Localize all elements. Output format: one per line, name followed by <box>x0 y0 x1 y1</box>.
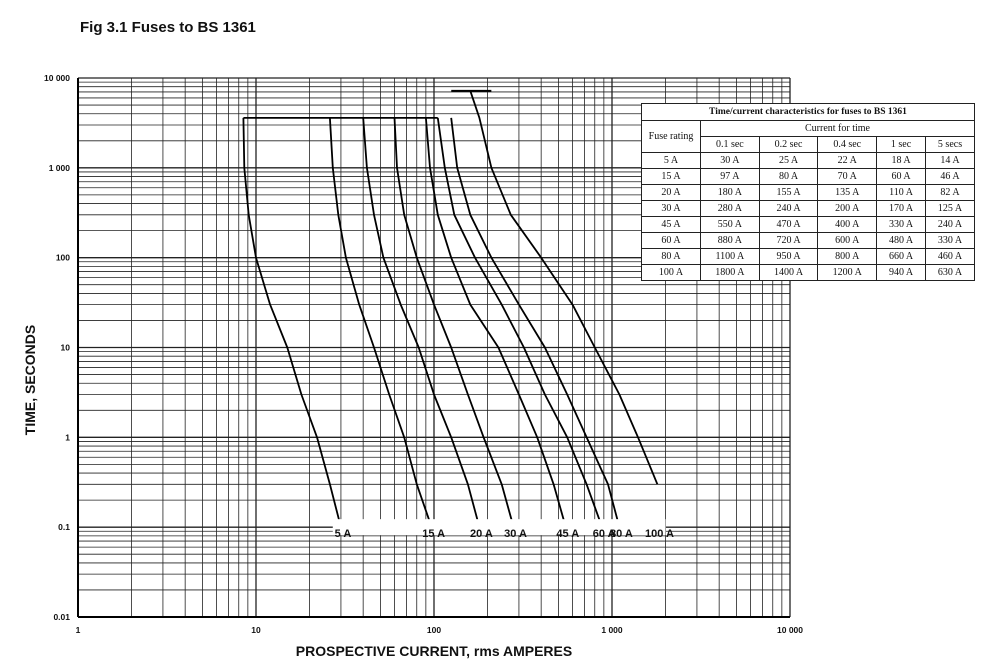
x-tick-label: 1 000 <box>601 625 623 635</box>
current-value-cell: 200 A <box>818 201 877 217</box>
current-value-cell: 125 A <box>926 201 975 217</box>
current-value-cell: 60 A <box>877 169 926 185</box>
curve-label: 60 A <box>592 528 616 541</box>
current-value-cell: 660 A <box>877 249 926 265</box>
characteristics-table <box>641 103 975 281</box>
current-value-cell: 80 A <box>759 169 818 185</box>
time-header: 0.1 sec <box>701 137 760 153</box>
current-value-cell: 460 A <box>926 249 975 265</box>
table-row <box>642 217 975 233</box>
fuse-curve <box>438 118 602 527</box>
current-value-cell: 600 A <box>818 233 877 249</box>
y-tick-label: 100 <box>55 252 70 263</box>
curve-label: 80 A <box>609 528 633 541</box>
current-value-cell: 155 A <box>759 185 818 201</box>
fuse-rating-cell: 100 A <box>642 265 701 281</box>
current-value-cell: 480 A <box>877 233 926 249</box>
current-value-cell: 720 A <box>759 233 818 249</box>
current-value-cell: 330 A <box>926 233 975 249</box>
current-value-cell: 280 A <box>701 201 760 217</box>
fuse-rating-cell: 20 A <box>642 185 701 201</box>
current-value-cell: 630 A <box>926 265 975 281</box>
current-value-cell: 550 A <box>701 217 760 233</box>
curve-label: 5 A <box>334 528 352 541</box>
fuse-curve <box>451 118 619 527</box>
table-row <box>642 153 975 169</box>
current-value-cell: 70 A <box>818 169 877 185</box>
current-value-cell: 880 A <box>701 233 760 249</box>
fuse-curve <box>470 91 657 485</box>
fuse-rating-header: Fuse rating <box>642 121 701 153</box>
fuse-rating-cell: 45 A <box>642 217 701 233</box>
current-value-cell: 22 A <box>818 153 877 169</box>
y-tick-label: 1 <box>65 432 70 443</box>
current-value-cell: 30 A <box>701 153 760 169</box>
y-tick-label: 10 000 <box>44 73 70 83</box>
fuse-characteristics-table <box>641 103 975 281</box>
current-value-cell: 14 A <box>926 153 975 169</box>
table-row <box>642 249 975 265</box>
curve-label: 15 A <box>422 528 446 541</box>
table-row <box>642 185 975 201</box>
fuse-curve <box>243 118 341 527</box>
current-value-cell: 470 A <box>759 217 818 233</box>
y-tick-label: 0.01 <box>53 612 70 622</box>
current-value-cell: 135 A <box>818 185 877 201</box>
x-tick-label: 10 <box>251 625 261 635</box>
x-tick-label: 10 000 <box>777 625 803 635</box>
curve-label: 30 A <box>504 528 528 541</box>
time-header: 5 secs <box>926 137 975 153</box>
labels <box>333 519 674 540</box>
table-row <box>642 233 975 249</box>
current-value-cell: 1800 A <box>701 265 760 281</box>
x-axis-label: PROSPECTIVE CURRENT, rms AMPERES <box>295 643 573 659</box>
table-row <box>642 169 975 185</box>
table-row <box>642 201 975 217</box>
current-value-cell: 1400 A <box>759 265 818 281</box>
current-value-cell: 170 A <box>877 201 926 217</box>
fuse-rating-cell: 60 A <box>642 233 701 249</box>
fuse-rating-cell: 5 A <box>642 153 701 169</box>
curve-label: 100 A <box>644 528 674 541</box>
x-tick-label: 1 <box>75 625 81 635</box>
current-value-cell: 110 A <box>877 185 926 201</box>
y-tick-label: 10 <box>60 342 70 353</box>
table-caption: Time/current characteristics for fuses to BS 1361 <box>642 104 975 121</box>
current-value-cell: 800 A <box>818 249 877 265</box>
current-for-time-header: Current for time <box>701 121 975 137</box>
current-value-cell: 330 A <box>877 217 926 233</box>
fuse-rating-cell: 80 A <box>642 249 701 265</box>
time-header: 0.2 sec <box>759 137 818 153</box>
current-value-cell: 97 A <box>701 169 760 185</box>
current-value-cell: 240 A <box>926 217 975 233</box>
time-header: 0.4 sec <box>818 137 877 153</box>
curve-label: 20 A <box>470 528 493 541</box>
y-axis-label: TIME, SECONDS <box>22 324 38 436</box>
current-value-cell: 240 A <box>759 201 818 217</box>
fuse-rating-cell: 15 A <box>642 169 701 185</box>
current-value-cell: 940 A <box>877 265 926 281</box>
x-tick-label: 100 <box>426 625 442 635</box>
y-tick-label: 1 000 <box>48 162 70 173</box>
y-tick-label: 0.1 <box>58 522 70 533</box>
current-value-cell: 180 A <box>701 185 760 201</box>
current-value-cell: 950 A <box>759 249 818 265</box>
current-value-cell: 400 A <box>818 217 877 233</box>
current-value-cell: 46 A <box>926 169 975 185</box>
figure-title: Fig 3.1 Fuses to BS 1361 <box>80 19 256 36</box>
curve-label: 45 A <box>556 528 580 541</box>
current-value-cell: 18 A <box>877 153 926 169</box>
current-value-cell: 82 A <box>926 185 975 201</box>
table-row <box>642 265 975 281</box>
current-value-cell: 1100 A <box>701 249 760 265</box>
fuse-rating-cell: 30 A <box>642 201 701 217</box>
current-value-cell: 1200 A <box>818 265 877 281</box>
current-value-cell: 25 A <box>759 153 818 169</box>
time-header: 1 sec <box>877 137 926 153</box>
curves <box>243 91 657 527</box>
